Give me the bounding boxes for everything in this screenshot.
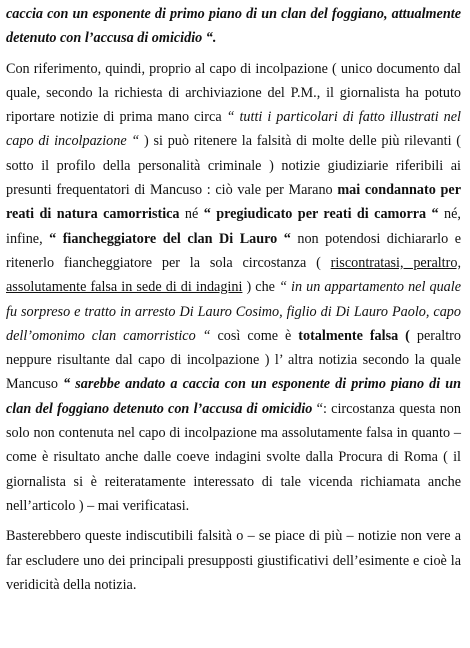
text-run: Con riferimento, quindi, proprio al capo di incolpazione ( unico documento dal quale, secondo la richiesta di archiviazione del P.M., il giornalista ha potuto riportare notizie di prima mano circa (6, 60, 461, 126)
text-run: così come è (210, 327, 299, 344)
paragraph-2 (6, 57, 461, 519)
text-run-bold: totalmente falsa ( (298, 327, 410, 344)
paragraph-3 (6, 524, 461, 597)
text-run-italic: “ tutti i particolari di fatto illustrati nel capo di incolpazione “ (6, 109, 461, 150)
text-run-bold: “ fiancheggiatore del clan Di Lauro “ (49, 230, 291, 247)
document-page (6, 2, 461, 597)
text-run-bold: mai condannato per reati di natura camorristica (6, 182, 461, 223)
text-run: né, infine, (6, 206, 461, 247)
text-run: Basterebbero queste indiscutibili falsità o – se piace di più – notizie non vere a far escludere uno dei principali presupposti giustificativi dell’esimente e cioè la veridicità della notizia. (6, 528, 461, 593)
text-run-bold-italic: “ sarebbe andato a caccia con un esponente di primo piano di un clan del foggiano detenuto con l’accusa di omicidio (6, 376, 461, 417)
text-run: ) si può ritenere la falsità di molte delle più rilevanti ( sotto il profilo della personalità criminale ) notizie giudiziarie riferibili ai presunti frequentatori di Mancuso : ciò vale per Marano (6, 133, 461, 199)
text-run: ) che (242, 279, 280, 296)
text-run: né (179, 206, 204, 223)
paragraph-1 (6, 2, 461, 51)
text-run-italic: “ in un appartamento nel quale fu sorpreso e tratto in arresto Di Lauro Cosimo, figlio di Di Lauro Paolo, capo dell’omonimo clan camorristico “ (6, 279, 462, 344)
text-run-underlined: riscontratasi, peraltro, assolutamente falsa in sede di di indagini (6, 254, 461, 296)
text-run: “: circostanza questa non solo non contenuta nel capo di incolpazione ma assolutamente falsa in quanto – come è risultato anche dalle coeve indagini svolte dalla Procura di Roma ( il giornalista si è reiteratamente interessato di tale vicenda richiamata anche nell’articolo ) – mai verificatasi. (6, 400, 461, 514)
text-run-bold: “ pregiudicato per reati di camorra “ (203, 206, 439, 223)
text-run: non potendosi dichiararlo e ritenerlo fiancheggiatore per la sola circostanza ( (6, 230, 461, 271)
text-run: peraltro neppure risultante dal capo di incolpazione ) l’ altra notizia secondo la quale Mancuso (6, 327, 461, 393)
text-run: caccia con un esponente di primo piano di un clan del foggiano, attualmente detenuto con l’accusa di omicidio “. (6, 6, 461, 47)
